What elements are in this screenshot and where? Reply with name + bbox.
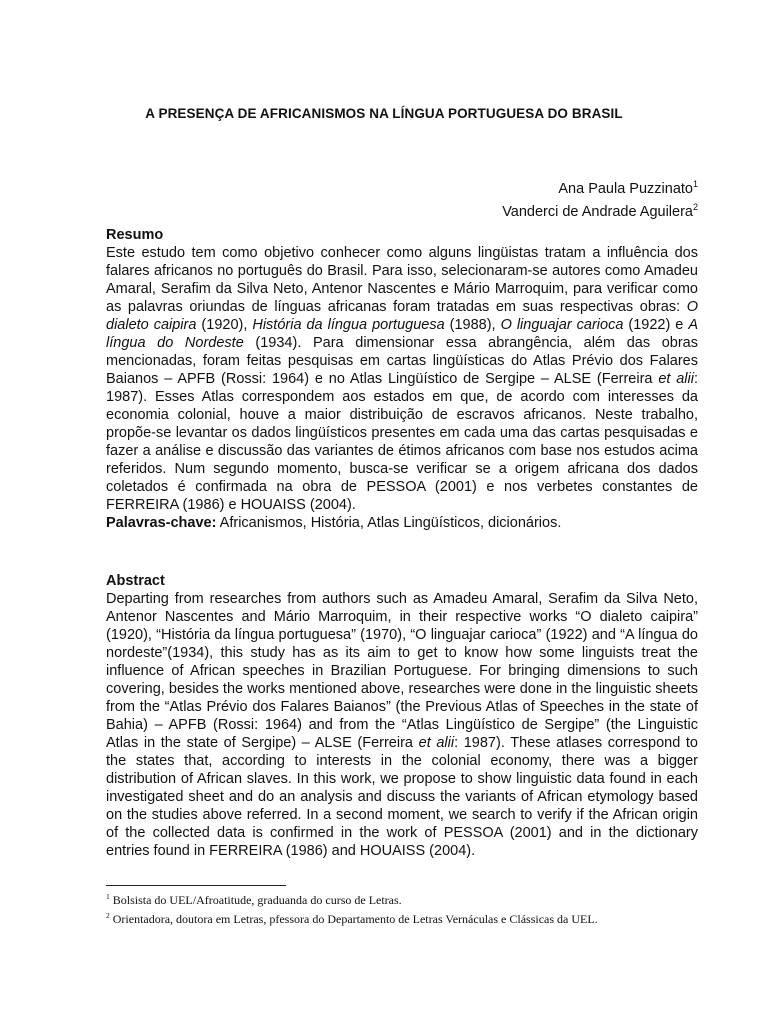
footnote-mark: 1 (106, 892, 110, 901)
footnote (106, 889, 706, 908)
et-alii: et alii (418, 735, 455, 751)
resumo-text: (1988), (444, 317, 501, 333)
work-title: A língua do Nordeste (106, 317, 698, 351)
abstract-text: Departing from researches from authors such as Amadeu Amaral, Serafim da Silva Neto, Antenor Nascentes and Mário Marroquim, in their respective works “O dialeto caipira” (1920), “História da língua portuguesa” (1970), “O linguajar carioca” (1922) and “A língua do nordeste”(1934), this study has as its aim to get to know how some linguists treat the influence of African speeches in Brazilian Portuguese. For bringing dimensions to such covering, besides the works mentioned above, researches were done in the linguistic sheets from the “Atlas Prévio dos Falares Baianos” (the Previous Atlas of Speeches in the state of Bahia) – APFB (Rossi: 1964) and from the “Atlas Lingüístico de Sergipe” (the Linguistic Atlas in the state of Sergipe) – ALSE (Ferreira (106, 591, 698, 751)
abstract-paragraph (106, 590, 698, 860)
author-block (502, 175, 698, 221)
resumo-text: Este estudo tem como objetivo conhecer como alguns lingüistas tratam a influência dos falares africanos no português do Brasil. Para isso, selecionaram-se autores como Amadeu Amaral, Serafim da Silva Neto, Antenor Nascentes e Mário Marroquim, para verificar como as palavras oriundas de línguas africanas foram tratadas em suas respectivas obras: (106, 245, 698, 315)
abstract-heading: Abstract (106, 573, 165, 589)
footnote-mark: 2 (106, 911, 110, 920)
work-title: O dialeto caipira (106, 299, 698, 333)
author-line (502, 198, 698, 221)
author-line (502, 175, 698, 198)
footnote-text: Bolsista do UEL/Afroatitude, graduanda do curso de Letras. (109, 893, 402, 907)
work-title: História da língua portuguesa (252, 317, 445, 333)
author-name: Vanderci de Andrade Aguilera (502, 203, 693, 220)
footnote-ref[interactable]: 2 (692, 201, 698, 212)
footnote (106, 908, 706, 927)
et-alii: et alii (658, 371, 694, 387)
abstract-text: : 1987). These atlases correspond to the states that, according to interests in the colonial economy, there was a bigger distribution of African slaves. In this work, we propose to show linguistic data found in each investigated sheet and do an analysis and discuss the variants of African etymology based on the studies above referred. In a second moment, we search to verify if the African origin of the collected data is confirmed in the work of PESSOA (2001) and in the dictionary entries found in FERREIRA (1986) and HOUAISS (2004). (106, 735, 698, 859)
footnote-text: Orientadora, doutora em Letras, pfessora do Departamento de Letras Vernáculas e Clássicas da UEL. (109, 912, 598, 926)
work-title: O linguajar carioca (500, 317, 624, 333)
abstract-section (106, 572, 698, 860)
paper-title: A PRESENÇA DE AFRICANISMOS NA LÍNGUA PORTUGUESA DO BRASIL (145, 106, 623, 121)
resumo-paragraph (106, 244, 698, 514)
resumo-text: : 1987). Esses Atlas correspondem aos estados em que, de acordo com interesses da economia colonial, houve a maior distribuição de escravos africanos. Neste trabalho, propõe-se levantar os dados lingüísticos presentes em cada uma das cartas pesquisadas e fazer a análise e discussão das variantes de étimos africanos com base nos estudos acima referidos. Num segundo momento, busca-se verificar se a origem africana dos dados coletados é confirmada na obra de PESSOA (2001) e nos verbetes constantes de FERREIRA (1986) e HOUAISS (2004). (106, 371, 698, 513)
resumo-text: (1920), (196, 317, 253, 333)
resumo-section (106, 226, 698, 532)
footnote-ref[interactable]: 1 (692, 179, 698, 189)
keywords-label: Palavras-chave: (106, 515, 217, 531)
keywords-text: Africanismos, História, Atlas Lingüísticos, dicionários. (216, 515, 562, 531)
resumo-heading: Resumo (106, 227, 164, 243)
footnote-divider (106, 885, 286, 886)
footnotes (106, 889, 706, 927)
keywords-line (106, 514, 698, 532)
resumo-text: (1922) e (623, 317, 689, 333)
author-name: Ana Paula Puzzinato (558, 180, 693, 197)
resumo-text: (1934). Para dimensionar essa abrangência, além das obras mencionadas, foram feitas pesquisas em cartas lingüísticas do Atlas Prévio dos Falares Baianos – APFB (Rossi: 1964) e no Atlas Lingüístico de Sergipe – ALSE (Ferreira (106, 335, 698, 387)
